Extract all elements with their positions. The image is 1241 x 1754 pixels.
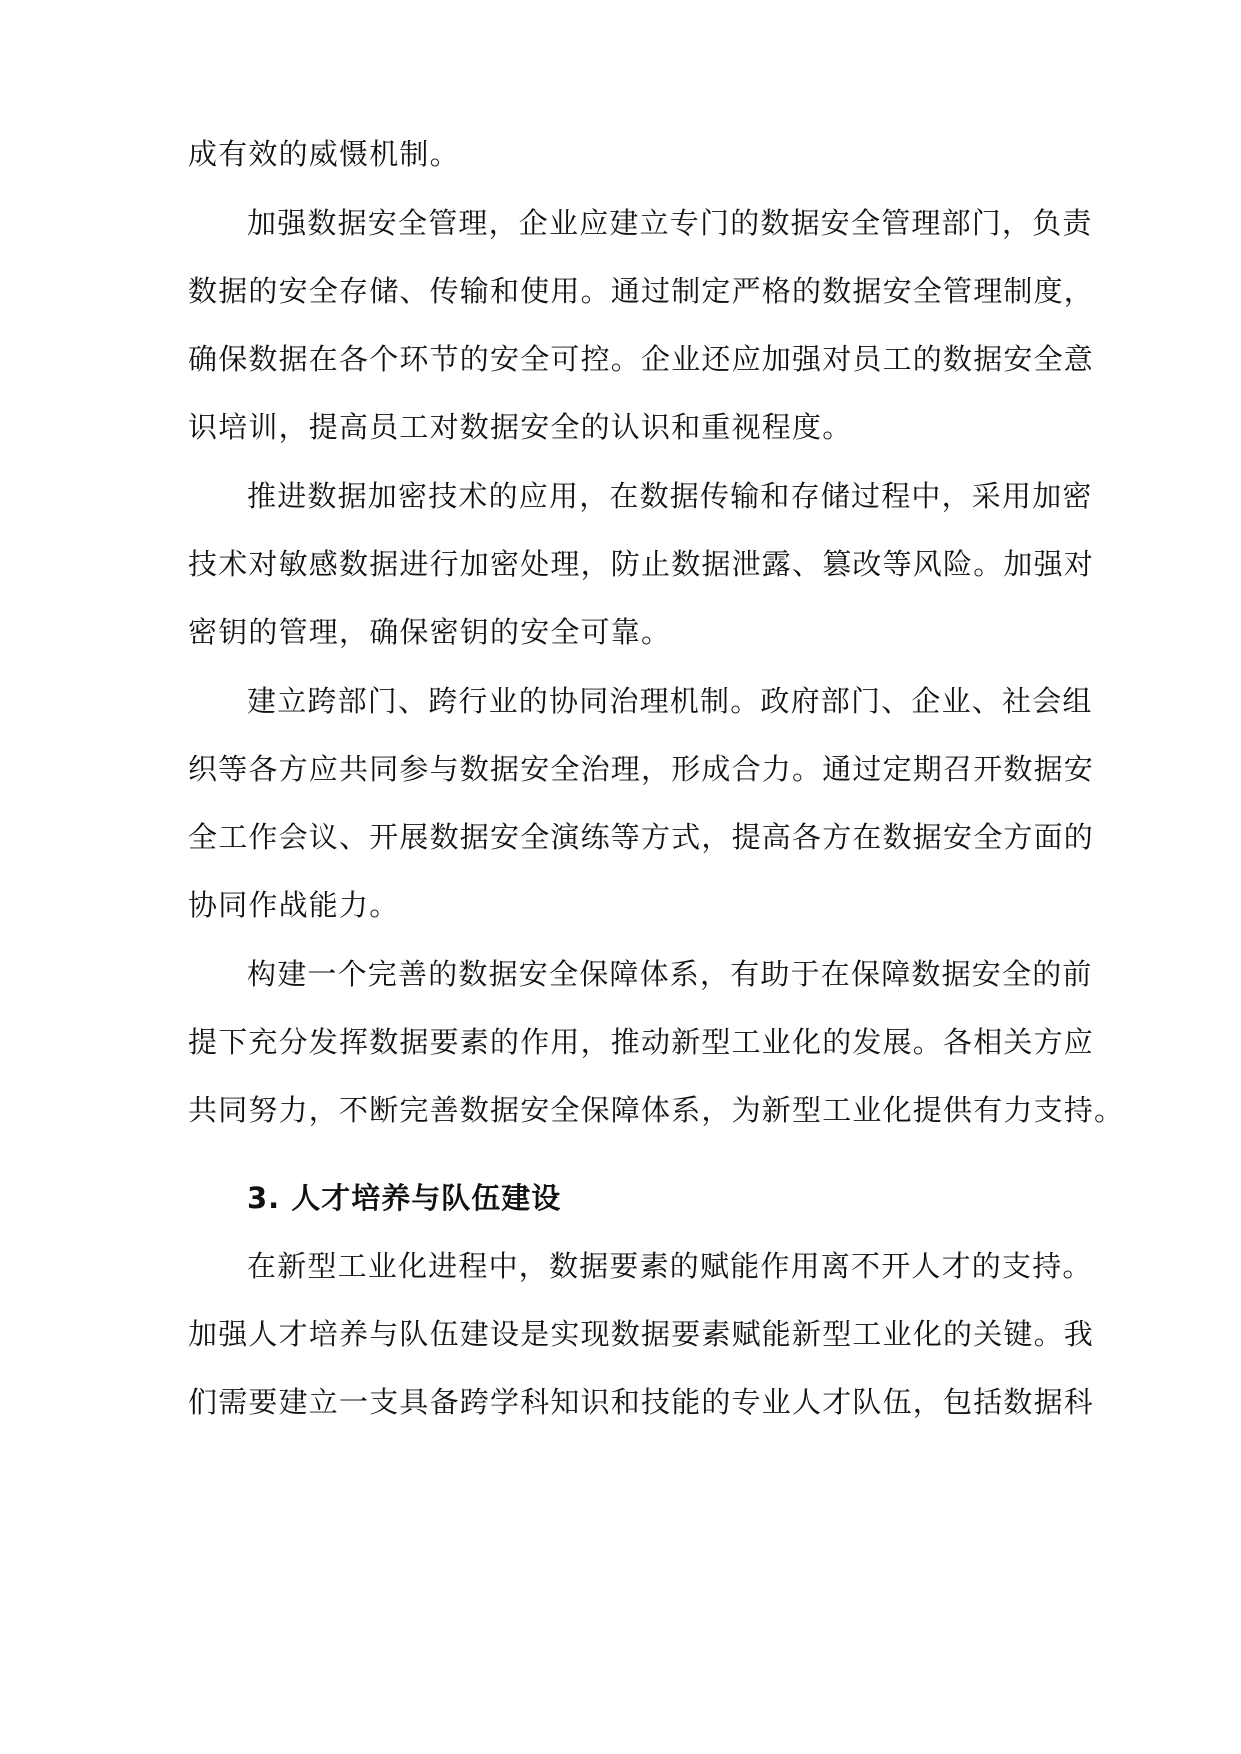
paragraph-first-line: 推进数据加密技术的应用，在数据传输和存储过程中，采用加密 (247, 479, 1093, 513)
paragraph-first-line: 在新型工业化进程中，数据要素的赋能作用离不开人才的支持。 (247, 1249, 1093, 1283)
text-line: 们需要建立一支具备跨学科知识和技能的专业人才队伍，包括数据科 (188, 1385, 1095, 1419)
paragraph-first-line: 建立跨部门、跨行业的协同治理机制。政府部门、企业、社会组 (247, 684, 1093, 718)
text-line: 确保数据在各个环节的安全可控。企业还应加强对员工的数据安全意 (188, 342, 1095, 376)
section-heading: 3. 人才培养与队伍建设 (247, 1181, 562, 1215)
paragraph-first-line: 构建一个完善的数据安全保障体系，有助于在保障数据安全的前 (247, 957, 1093, 991)
text-line: 全工作会议、开展数据安全演练等方式，提高各方在数据安全方面的 (188, 820, 1095, 854)
text-line: 数据的安全存储、传输和使用。通过制定严格的数据安全管理制度， (188, 274, 1095, 308)
text-line: 提下充分发挥数据要素的作用，推动新型工业化的发展。各相关方应 (188, 1025, 1095, 1059)
text-line: 织等各方应共同参与数据安全治理，形成合力。通过定期召开数据安 (188, 752, 1095, 786)
text-line: 加强人才培养与队伍建设是实现数据要素赋能新型工业化的关键。我 (188, 1317, 1095, 1351)
text-line: 成有效的威慑机制。 (188, 137, 460, 171)
text-line: 密钥的管理，确保密钥的安全可靠。 (188, 615, 672, 649)
text-line: 技术对敏感数据进行加密处理，防止数据泄露、篡改等风险。加强对 (188, 547, 1095, 581)
text-line: 识培训，提高员工对数据安全的认识和重视程度。 (188, 410, 853, 444)
text-line: 共同努力，不断完善数据安全保障体系，为新型工业化提供有力支持。 (188, 1093, 1125, 1127)
paragraph-first-line: 加强数据安全管理，企业应建立专门的数据安全管理部门，负责 (247, 206, 1093, 240)
text-line: 协同作战能力。 (188, 888, 400, 922)
